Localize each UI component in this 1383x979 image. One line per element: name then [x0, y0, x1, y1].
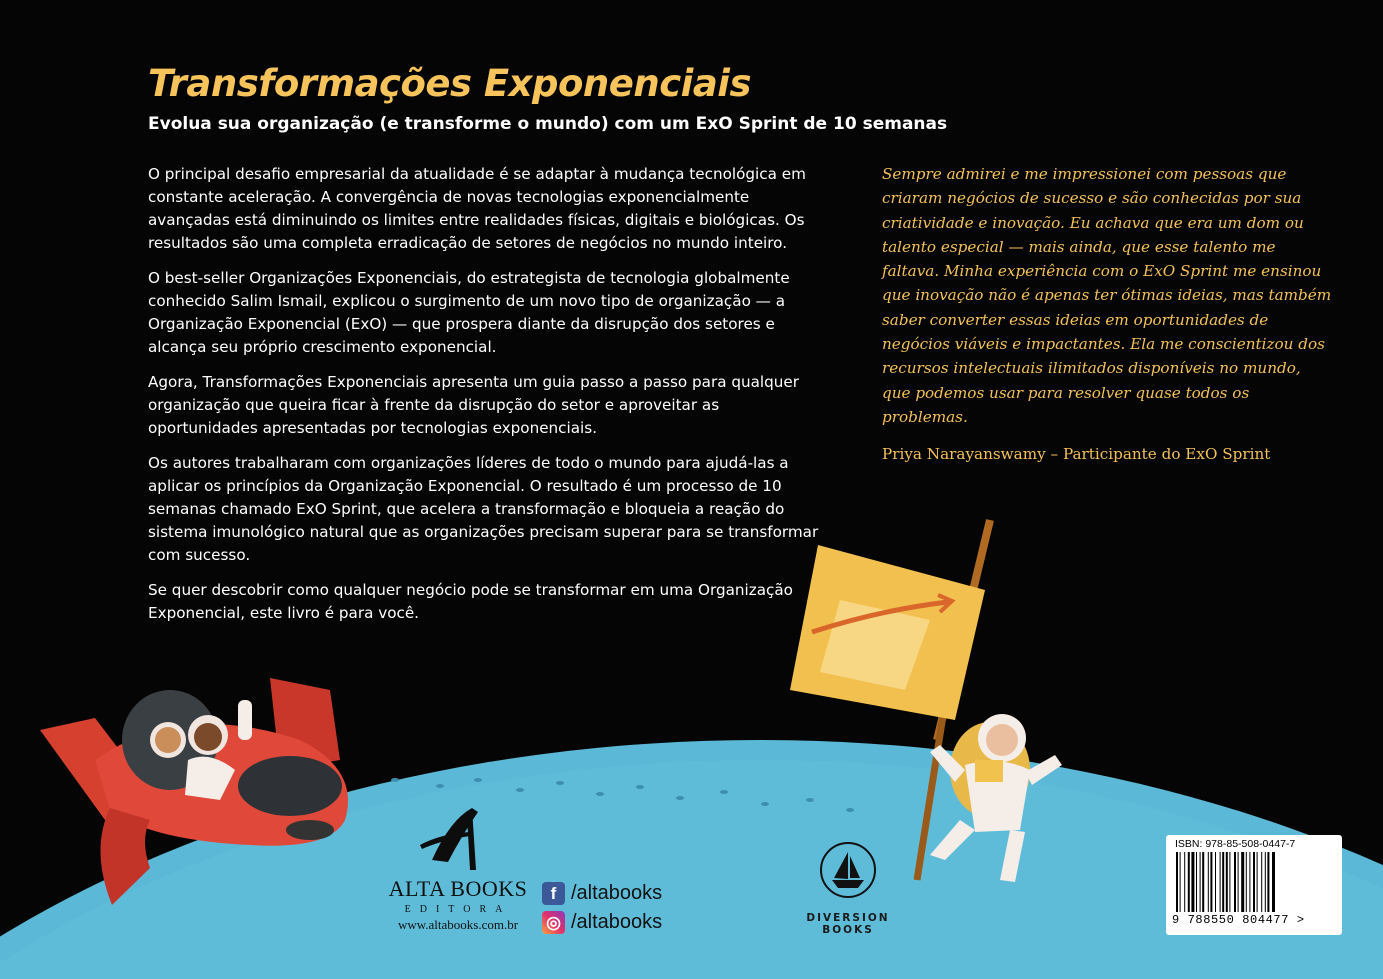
blurb-paragraph: Se quer descobrir como qualquer negócio pode se transformar em uma Organização Exponencial, este livro é para você.	[148, 581, 793, 622]
blurb-paragraph: Agora, Transformações Exponenciais apresenta um guia passo a passo para qualquer organização que queira ficar à frente da disrupção do setor e aproveitar as oportunidades apresentadas por tecnologias exponenciais.	[148, 373, 799, 437]
barcode-bar	[1196, 852, 1197, 912]
barcode-bar	[1210, 852, 1212, 912]
instagram-link[interactable]	[542, 911, 662, 934]
facebook-icon: f	[542, 882, 565, 905]
diversion-line1: DIVERSION	[806, 912, 890, 924]
barcode-bar	[1208, 852, 1209, 912]
barcode-bar	[1176, 852, 1178, 912]
instagram-icon: ◎	[542, 911, 565, 934]
barcode-bar	[1184, 852, 1185, 912]
barcode-bar	[1180, 852, 1181, 912]
barcode-bar	[1246, 852, 1247, 912]
barcode-bar	[1234, 852, 1236, 912]
barcode-bar	[1261, 852, 1262, 912]
barcode-bar	[1272, 852, 1275, 912]
barcode-bars	[1176, 852, 1326, 914]
publisher-sub: EDITORA	[404, 904, 512, 915]
diversion-books-imprint	[796, 912, 900, 936]
barcode-bar	[1188, 852, 1190, 912]
barcode-bar	[1241, 852, 1244, 912]
back-cover-blurb	[148, 163, 828, 637]
barcode-bar	[1220, 852, 1221, 912]
testimonial-author: Priya Narayanswamy – Participante do ExO Sprint	[882, 445, 1271, 463]
isbn-label: ISBN: 978-85-508-0447-7	[1175, 838, 1296, 850]
blurb-paragraph: O principal desafio empresarial da atualidade é se adaptar à mudança tecnológica em constante aceleração. A convergência de novas tecnologias exponencialmente avançadas está diminuindo os limites entre realidades físicas, digitais e biológicas. Os resultados são uma completa erradicação de setores de negócios no mundo inteiro.	[148, 165, 806, 252]
diversion-line2: BOOKS	[822, 924, 874, 936]
barcode-bar	[1257, 852, 1258, 912]
barcode-bar	[1215, 852, 1216, 912]
barcode-bar	[1191, 852, 1194, 912]
barcode-bar	[1265, 852, 1266, 912]
facebook-link[interactable]	[542, 882, 662, 905]
publisher-url[interactable]: www.altabooks.com.br	[397, 917, 519, 932]
barcode-bar	[1222, 852, 1224, 912]
testimonial	[882, 162, 1332, 429]
barcode-bar	[1249, 852, 1250, 912]
barcode-bar	[1202, 852, 1204, 912]
instagram-handle: /altabooks	[571, 911, 663, 933]
barcode-bar	[1267, 852, 1269, 912]
barcode-bar	[1229, 852, 1230, 912]
testimonial-text: Sempre admirei e me impressionei com pessoas que criaram negócios de sucesso e são conhecidas por sua criatividade e inovação. Eu achava que era um dom ou talento especial — mais ainda, que esse talento me faltava. Minha experiência com o ExO Sprint me ensinou que inovação não é apenas ter ótimas ideias, mas também saber converter essas ideias em oportunidades de negócios viáveis e impactantes. Ela me conscientizou dos recursos intelectuais ilimitados disponíveis no mundo, que podemos usar para resolver quase todos os problemas.	[882, 165, 1332, 426]
blurb-paragraph: O best-seller Organizações Exponenciais, do estrategista de tecnologia globalmente conhecido Salim Ismail, explicou o surgimento de um novo tipo de organização — a Organização Exponencial (ExO) — que prospera diante da disrupção dos setores e alcança seu próprio crescimento exponencial.	[148, 269, 790, 356]
barcode-bar	[1238, 852, 1239, 912]
barcode-digits: 9 788550 804477 >	[1172, 913, 1305, 927]
isbn-barcode	[1166, 835, 1342, 935]
barcode-bar	[1253, 852, 1255, 912]
barcode-bar	[1200, 852, 1201, 912]
publisher-name: ALTA BOOKS	[388, 876, 528, 901]
book-subtitle: Evolua sua organização (e transforme o mundo) com um ExO Sprint de 10 semanas	[148, 114, 948, 134]
book-title: Transformações Exponenciais	[148, 62, 751, 105]
barcode-bar	[1226, 852, 1228, 912]
alta-books-imprint	[388, 800, 528, 933]
blurb-paragraph: Os autores trabalharam com organizações líderes de todo o mundo para ajudá-las a aplicar os princípios da Organização Exponencial. O resultado é um processo de 10 semanas chamado ExO Sprint, que acelera a transformação e bloqueia a reação do sistema imunológico natural que as organizações precisam superar para se transformar com sucesso.	[148, 454, 819, 564]
facebook-handle: /altabooks	[571, 882, 663, 904]
